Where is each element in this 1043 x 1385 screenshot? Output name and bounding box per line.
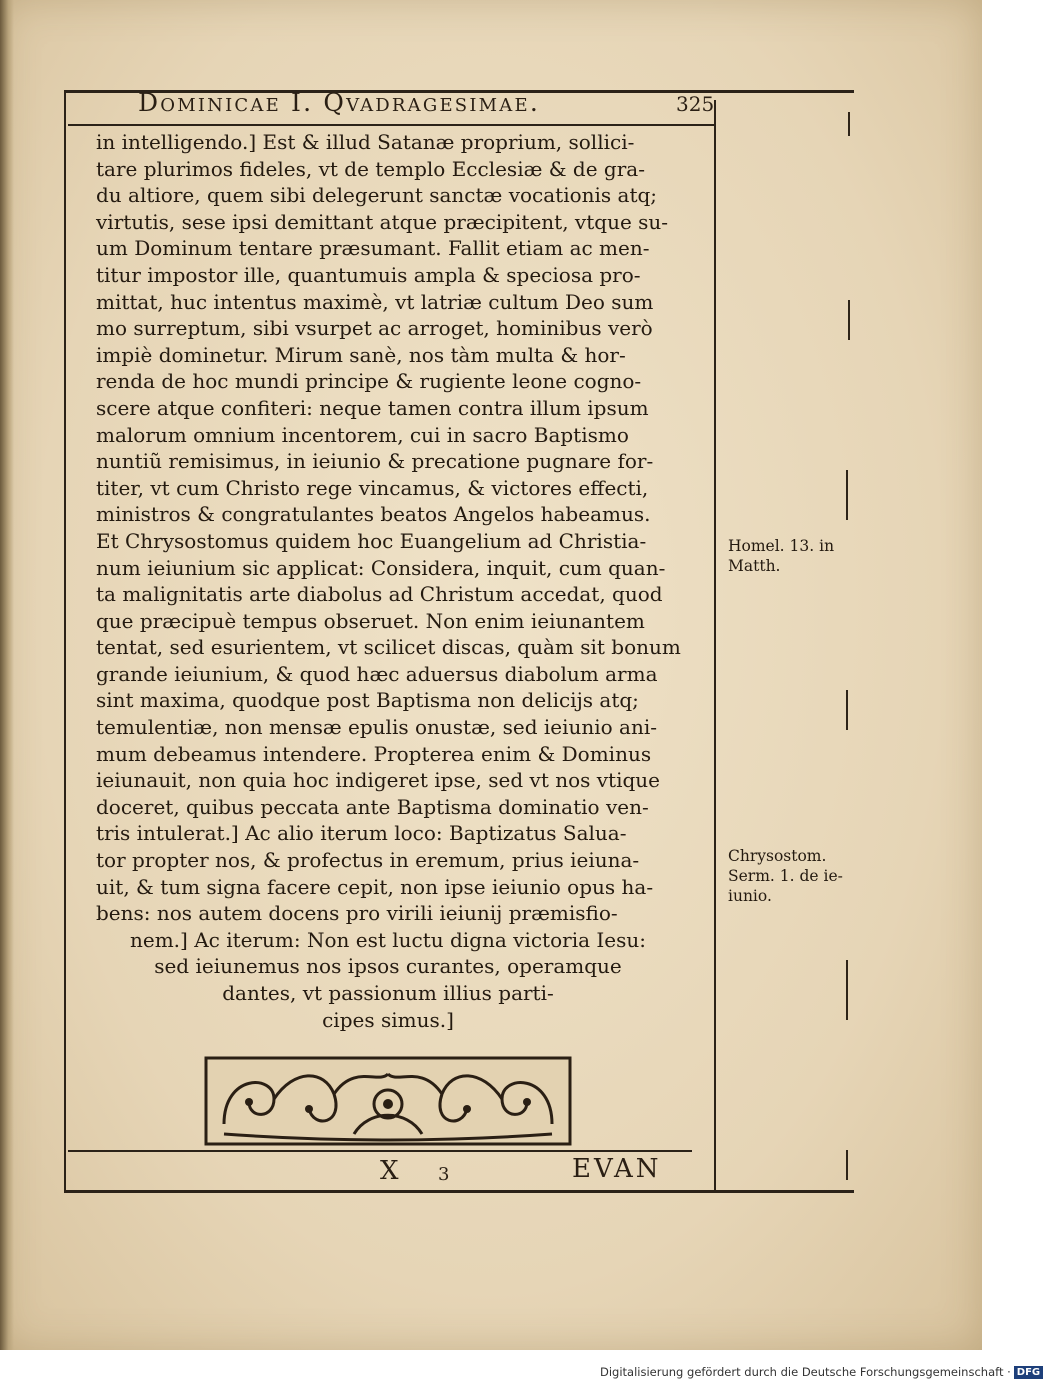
running-title: Dominicae I. Qvadragesimae. [138, 88, 540, 117]
text-line: nem.] Ac iterum: Non est luctu digna victoria Iesu: [130, 927, 646, 952]
margin-note-chrysostom [728, 846, 850, 906]
text-line: tentat, sed esurientem, vt scilicet discas, quàm sit bonum [96, 635, 681, 660]
text-line: du altiore, quem sibi delegerunt sanctæ vocationis atq; [96, 183, 658, 208]
text-line: tor propter nos, & profectus in eremum, prius ieiuna- [96, 848, 640, 873]
text-line: doceret, quibus peccata ante Baptisma dominatio ven- [96, 794, 649, 819]
column-divider-rule [714, 100, 716, 1190]
dfg-logo-icon: DFG [1014, 1366, 1043, 1379]
margin-note-line: Serm. 1. de ie- [728, 867, 843, 885]
left-frame-rule [64, 90, 66, 1190]
text-line: mo surreptum, sibi vsurpet ac arroget, hominibus verò [96, 316, 653, 341]
text-line: uit, & tum signa facere cepit, non ipse ieiunio opus ha- [96, 874, 654, 899]
page-footer [68, 1152, 698, 1192]
digitization-notice: Digitalisierung gefördert durch die Deutsche Forschungsgemeinschaft · [600, 1365, 1011, 1379]
catchword: EVAN [572, 1154, 662, 1184]
text-line: cipes simus.] [322, 1007, 454, 1032]
text-line: malorum omnium incentorem, cui in sacro Baptismo [96, 422, 629, 447]
bleed-mark [846, 1150, 848, 1180]
text-line: um Dominum tentare præsumant. Fallit etiam ac men- [96, 236, 650, 261]
bleed-mark [848, 300, 850, 340]
page-gutter-shadow [0, 0, 14, 1350]
text-line: bens: nos autem docens pro virili ieiunij præmisfio- [96, 901, 618, 926]
bleed-mark [846, 690, 848, 730]
bleed-mark [846, 960, 848, 1020]
text-line: mittat, huc intentus maximè, vt latriæ cultum Deo sum [96, 289, 654, 314]
text-line: ieiunauit, non quia hoc indigeret ipse, sed vt nos vtique [96, 768, 661, 793]
text-line: sint maxima, quodque post Baptisma non delicijs atq; [96, 688, 639, 713]
text-line: sed ieiunemus nos ipsos curantes, operamque [154, 954, 622, 979]
margin-note-line: Chrysostom. [728, 847, 827, 865]
text-line: renda de hoc mundi principe & rugiente leone cogno- [96, 369, 642, 394]
text-line: in intelligendo.] Est & illud Satanæ proprium, sollici- [96, 130, 635, 154]
text-line: mum debeamus intendere. Propterea enim & Dominus [96, 741, 652, 766]
text-line: scere atque confiteri: neque tamen contra illum ipsum [96, 395, 649, 420]
signature-mark: X [380, 1156, 399, 1186]
margin-note-line: iunio. [728, 887, 772, 905]
text-line: tris intulerat.] Ac alio iterum loco: Baptizatus Salua- [96, 821, 627, 846]
text-line: virtutis, sese ipsi demittant atque præcipitent, vtque su- [96, 209, 669, 234]
text-line: impiè dominetur. Mirum sanè, nos tàm multa & hor- [96, 342, 626, 367]
decorative-tailpiece-ornament [204, 1054, 572, 1148]
signature-number: 3 [438, 1164, 450, 1185]
text-line: titer, vt cum Christo rege vincamus, & victores effecti, [96, 475, 649, 500]
text-line: tare plurimos fideles, vt de templo Ecclesiæ & de gra- [96, 156, 645, 181]
text-line: titur impostor ille, quantumuis ampla & speciosa pro- [96, 262, 641, 287]
text-line: nuntiũ remisimus, in ieiunio & precatione pugnare for- [96, 449, 654, 474]
page-number: 325 [676, 92, 715, 116]
text-line: ministros & congratulantes beatos Angelos habeamus. [96, 502, 651, 527]
margin-note-homel [728, 536, 850, 576]
body-text [96, 129, 680, 1033]
text-line: que præcipuè tempus obseruet. Non enim ieiunantem [96, 608, 645, 633]
text-line: temulentiæ, non mensæ epulis onustæ, sed ieiunio ani- [96, 715, 657, 740]
text-line: num ieiunium sic applicat: Considera, inquit, cum quan- [96, 555, 666, 580]
text-line: dantes, vt passionum illius parti- [222, 981, 554, 1005]
text-line: ta malignitatis arte diabolus ad Christum accedat, quod [96, 582, 663, 607]
digitization-credit [600, 1365, 1041, 1383]
bleed-mark [846, 470, 848, 520]
bleed-mark [848, 112, 850, 136]
running-header [68, 86, 718, 126]
text-line: Et Chrysostomus quidem hoc Euangelium ad Christia- [96, 528, 647, 553]
margin-note-line: Homel. 13. in [728, 537, 835, 555]
margin-note-line: Matth. [728, 557, 781, 575]
text-line: grande ieiunium, & quod hæc aduersus diabolum arma [96, 661, 658, 686]
